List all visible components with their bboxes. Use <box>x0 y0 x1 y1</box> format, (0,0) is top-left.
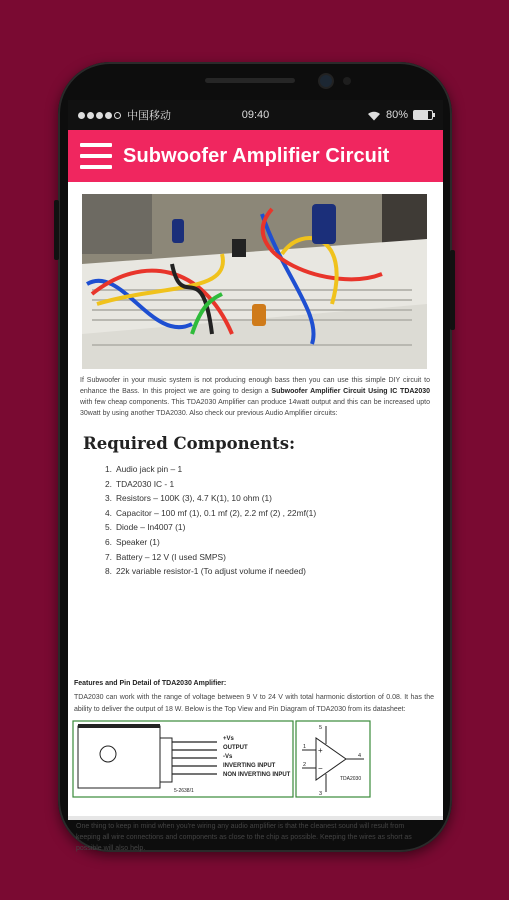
front-camera <box>320 75 332 87</box>
component-item: 5. Diode – In4007 (1) <box>105 522 186 533</box>
chip-label: TDA2030 <box>340 776 362 782</box>
pin-label: NON INVERTING INPUT <box>223 772 291 778</box>
proximity-sensor <box>343 77 351 85</box>
pin-number: 1 <box>303 744 307 750</box>
component-item: 4. Capacitor – 100 mf (1), 0.1 mf (2), 2.2 mf (2) , 22mf(1) <box>105 507 317 518</box>
features-heading: Features and Pin Detail of TDA2030 Amplifier: <box>74 680 227 687</box>
volume-button <box>54 200 59 260</box>
status-time: 09:40 <box>241 109 270 121</box>
battery-percent: 80% <box>385 109 408 121</box>
breadboard-circuit-photo <box>82 194 427 369</box>
component-item: 3. Resistors – 100K (3), 4.7 K(1), 10 ohm (1) <box>105 493 272 504</box>
pin-label: +Vs <box>223 736 234 742</box>
pin-number: 4 <box>358 753 362 759</box>
pin-number: 2 <box>303 762 307 768</box>
pin-label: INVERTING INPUT <box>223 763 276 769</box>
features-paragraph: TDA2030 can work with the range of voltage between 9 V to 24 V with total harmonic distortion of 0.08. It has the ability to deliver the output of 18 W. Below is the Top View and Pin Diagram of TDA2030 from its datasheet: <box>74 694 434 713</box>
battery-icon <box>413 110 433 120</box>
page-title: Subwoofer Amplifier Circuit <box>123 144 390 167</box>
component-item: 7. Battery – 12 V (I used SMPS) <box>105 551 226 562</box>
component-item: 2. TDA2030 IC - 1 <box>105 478 175 489</box>
phone-screen <box>68 100 443 852</box>
app-bar <box>68 130 443 182</box>
wifi-icon <box>367 110 381 121</box>
status-bar <box>68 100 443 130</box>
package-code: 5-2638/1 <box>174 788 194 794</box>
wiring-tips-paragraph: One thing to keep in mind when you're wiring any audio amplifier is that the cleanest sound will result from keeping all wire connections and components as close to the chip as possible. Keeping the wires as short as possible will also help. <box>76 823 412 852</box>
pin-label: OUTPUT <box>223 745 248 751</box>
intro-paragraph: If Subwoofer in your music system is not producing enough bass then you can use this simple DIY circuit to enhance the Bass. In this project we are going to design a Subwoofer Amplifier Circuit Using IC TDA2030 with few cheap components. This TDA2030 Amplifier can produce 14watt output and this can be increased upto 30watt by using another TDA2030. Also check our previous Audio Amplifier circuits: <box>80 377 430 417</box>
signal-strength-icon <box>78 112 121 119</box>
article-content[interactable] <box>68 182 443 852</box>
earpiece-speaker <box>205 78 295 83</box>
screen-bottom-edge <box>68 816 443 820</box>
carrier-name: 中国移动 <box>127 110 171 122</box>
component-item: 8. 22k variable resistor-1 (To adjust volume if needed) <box>105 566 306 577</box>
hamburger-menu-icon[interactable] <box>80 143 112 169</box>
opamp-plus-sign: + <box>318 746 323 755</box>
component-item: 1. Audio jack pin – 1 <box>105 464 183 474</box>
pin-label: -Vs <box>223 754 233 760</box>
components-list <box>105 462 316 579</box>
required-components-heading: Required Components: <box>83 434 296 453</box>
pin-number: 3 <box>319 791 323 797</box>
tda2030-pin-diagram <box>72 720 372 798</box>
pin-number: 5 <box>319 725 323 731</box>
power-button <box>450 250 455 330</box>
opamp-minus-sign: − <box>318 764 323 773</box>
component-item: 6. Speaker (1) <box>105 536 160 547</box>
